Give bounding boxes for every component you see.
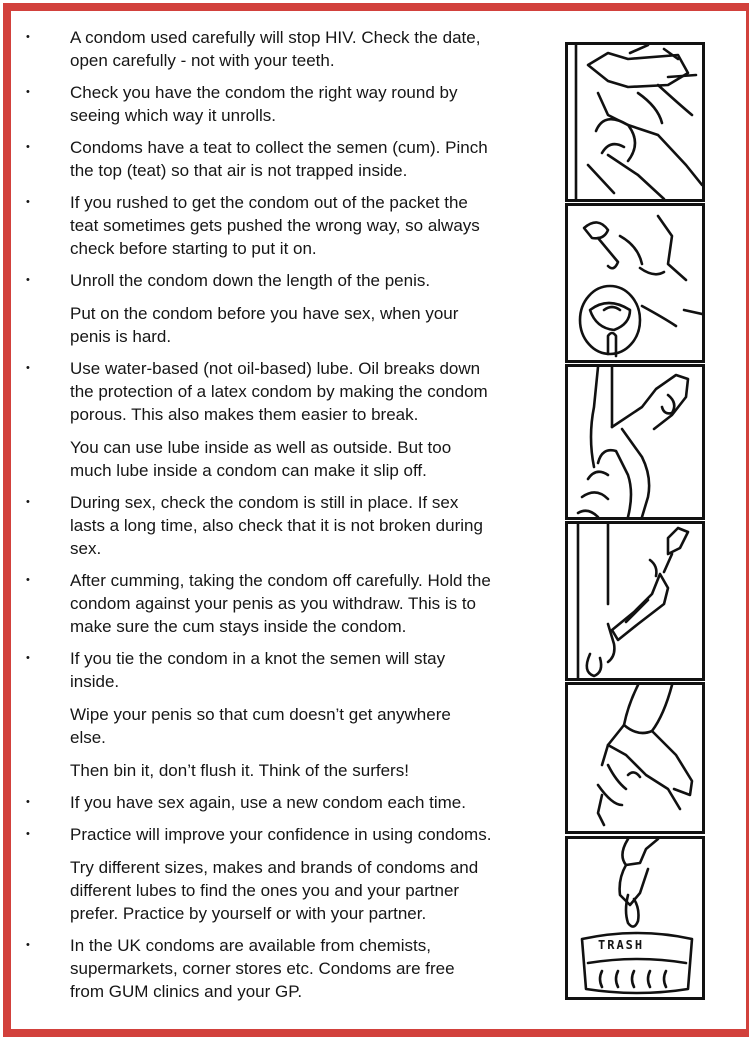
sub-paragraph (26, 436, 546, 482)
bullet-text-line: If you have sex again, use a new condom each time. (70, 793, 466, 812)
sub-paragraph-line: Wipe your penis so that cum doesn’t get anywhere (70, 705, 451, 724)
sub-paragraph-line: Try different sizes, makes and brands of condoms and (70, 858, 479, 877)
bullet-icon: • (26, 141, 30, 153)
bullet-text-line: check before starting to put it on. (70, 239, 317, 258)
bullet-text-line: Practice will improve your confidence in using condoms. (70, 825, 492, 844)
bullet-text-line: make sure the cum stays inside the condom. (70, 617, 407, 636)
sub-paragraph-line: You can use lube inside as well as outside. But too (70, 438, 452, 457)
bullet-item (26, 823, 546, 846)
bullet-item (26, 81, 546, 127)
bullet-text-line: inside. (70, 672, 120, 691)
sub-paragraph-line: Then bin it, don’t flush it. Think of the surfers! (70, 761, 409, 780)
hand-removing-condom-icon (568, 685, 702, 831)
bullet-item (26, 569, 546, 638)
bullet-icon: • (26, 828, 30, 840)
bullet-text-line: In the UK condoms are available from chemists, (70, 936, 431, 955)
sub-paragraph (26, 856, 546, 925)
bullet-text-line: During sex, check the condom is still in place. If sex (70, 493, 459, 512)
trash-label: TRASH (598, 938, 645, 952)
bullet-icon: • (26, 196, 30, 208)
bullet-item (26, 191, 546, 260)
pinch-teat-icon (568, 206, 702, 360)
bullet-icon: • (26, 652, 30, 664)
bullet-icon: • (26, 31, 30, 43)
sub-paragraph-line: penis is hard. (70, 327, 172, 346)
bullet-item (26, 491, 546, 560)
illustration-pinching-teat (565, 203, 705, 363)
bullet-text-line: condom against your penis as you withdraw. This is to (70, 594, 477, 613)
bullet-icon: • (26, 274, 30, 286)
bullet-text-line: supermarkets, corner stores etc. Condoms are free (70, 959, 455, 978)
hand-opening-packet-icon (568, 45, 702, 199)
bullet-icon: • (26, 362, 30, 374)
illustration-removing-condom (565, 682, 705, 834)
bullet-text-line: If you tie the condom in a knot the semen will stay (70, 649, 446, 668)
sub-paragraph-line: prefer. Practice by yourself or with your partner. (70, 904, 427, 923)
bullet-icon: • (26, 574, 30, 586)
bullet-item (26, 26, 546, 72)
bullet-text-line: Use water-based (not oil-based) lube. Oil breaks down (70, 359, 481, 378)
sub-paragraph-line: Put on the condom before you have sex, when your (70, 304, 459, 323)
sub-paragraph (26, 302, 546, 348)
bullet-text-line: sex. (70, 539, 102, 558)
bullet-icon: • (26, 939, 30, 951)
instructions-list (26, 26, 546, 1003)
bullet-text-line: open carefully - not with your teeth. (70, 51, 335, 70)
bullet-item (26, 791, 546, 814)
bullet-text-line: the protection of a latex condom by making the condom (70, 382, 488, 401)
bullet-text-line: After cumming, taking the condom off carefully. Hold the (70, 571, 491, 590)
bullet-item (26, 269, 546, 292)
bullet-text-line: A condom used carefully will stop HIV. Check the date, (70, 28, 481, 47)
bullet-text-line: Condoms have a teat to collect the semen (cum). Pinch (70, 138, 488, 157)
sub-paragraph (26, 759, 546, 782)
illustration-binning-condom (565, 836, 705, 1000)
bullet-text-line: porous. This also makes them easier to break. (70, 405, 419, 424)
bullet-item (26, 934, 546, 1003)
bullet-item (26, 136, 546, 182)
unroll-condom-icon (568, 524, 702, 678)
bullet-text-line: seeing which way it unrolls. (70, 106, 276, 125)
bullet-item (26, 357, 546, 426)
bullet-icon: • (26, 496, 30, 508)
bullet-icon: • (26, 86, 30, 98)
bullet-text-line: Check you have the condom the right way round by (70, 83, 458, 102)
bullet-text-line: If you rushed to get the condom out of the packet the (70, 193, 468, 212)
bullet-text-line: lasts a long time, also check that it is not broken during (70, 516, 483, 535)
bullet-text-line: teat sometimes gets pushed the wrong way, so always (70, 216, 480, 235)
hands-applying-condom-icon (568, 367, 702, 517)
illustration-opening-packet (565, 42, 705, 202)
trash-bin-icon (568, 839, 702, 997)
illustration-applying-condom (565, 364, 705, 520)
illustration-unrolling-condom (565, 521, 705, 681)
sub-paragraph-line: much lube inside a condom can make it slip off. (70, 461, 427, 480)
sub-paragraph (26, 703, 546, 749)
bullet-icon: • (26, 796, 30, 808)
bullet-text-line: Unroll the condom down the length of the penis. (70, 271, 431, 290)
sub-paragraph-line: different lubes to find the ones you and your partner (70, 881, 460, 900)
bullet-item (26, 647, 546, 693)
bullet-text-line: from GUM clinics and your GP. (70, 982, 303, 1001)
bullet-text-line: the top (teat) so that air is not trapped inside. (70, 161, 408, 180)
sub-paragraph-line: else. (70, 728, 106, 747)
